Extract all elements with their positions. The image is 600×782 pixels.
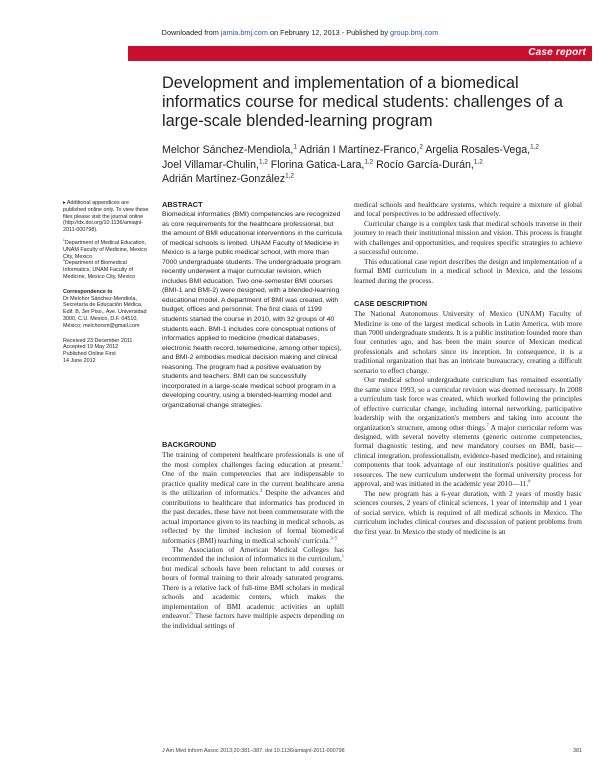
appendices-note: ▸ Additional appendices are published online only. To view these files please visit the journal online (http://dx.doi.org/10.1136/amiajnl-2011-000798).	[63, 200, 149, 234]
author: Florina Gatica-Lara,	[267, 158, 365, 171]
citation: J Am Med Inform Assoc 2013;20:381–387. doi:10.1136/amiajnl-2011-000798	[162, 748, 345, 754]
article-sidebar	[63, 200, 153, 365]
case-description-heading: CASE DESCRIPTION	[354, 299, 428, 309]
author: Melchor Sánchez-Mendiola,	[162, 144, 294, 156]
author: Adrián Martínez-González	[162, 173, 286, 185]
article-type: Case report	[528, 47, 586, 58]
received-date: Received 23 December 2011	[63, 337, 133, 344]
author-list: Melchor Sánchez-Mendiola,$^1$ Adrián I Martínez-Franco,$^2$ Argelia Rosales-Vega,$^{1,2}$ Joel Villamar-Chulin,$^{1,2}$ Florina Gatica-Lara,$^{1,2}$ Rocío García-Durán,$^{1,2}$ Adrián Martínez-González$^{1,2}$	[162, 143, 539, 185]
published-label: Published Online First	[63, 351, 116, 358]
correspondence-address: Dr Melchor Sánchez-Mendiola, Secretaría de Educación Médica, Edif. B, 3er Piso., Ave. Universidad 3000, C.U. Mexico, D.F. 04510, México; melchorsm@gmail.com	[63, 295, 147, 329]
accepted-date: Accepted 19 May 2012	[63, 344, 119, 351]
article-title: Development and implementation of a biomedical informatics course for medical students: challenges of a large-scale blended-learning program	[162, 74, 563, 130]
abstract-text: Biomedical informatics (BMI) competencies are recognized as core requirements for the healthcare professional, but the amount of BMI educational interventions in the curricula of medical schools is limited. UNAM Faculty of Medicine in Mexico is a large public medical school, with more than 7000 undergraduate students. The undergraduate program recently underwent a major curricular revision, which includes BMI education. Two one-semester BMI courses (BMI-1 and BMI-2) were designed, with a blended-learning educational model. A department of BMI was created, with budget, offices and personnel. The first class of 1199 students started the course in 2010, with 32 groups of 40 students each. BMI-1 includes core conceptual notions of informatics applied to medicine (medical databases, electronic health record, telemedicine, among other topics), and BMI-2 embodies medical decision making and clinical reasoning. The program had a positive evaluation by students and teachers. BMI can be successfully incorporated in a large-scale medical school program in a developing country, using a blended-learning model and organizational change strategies.	[162, 211, 342, 409]
abstract-heading: ABSTRACT	[162, 200, 203, 209]
correspondence-heading: Correspondence to	[63, 288, 113, 295]
author: Adrián I Martínez-Franco,	[296, 144, 420, 156]
body-paragraph: Curricular change is a complex task that medical schools traverse in their journey to reach their institutional mission and vision. This process is fraught with challenges and opportunities, and requires specific strategies to achieve a successful outcome.	[354, 218, 582, 257]
body-paragraph: This educational case report describes the design and implementation of a formal BMI curriculum in a medical school in Mexico, and the lessons learned during the process.	[354, 256, 582, 285]
published-date: 14 June 2012	[63, 357, 96, 364]
article-type-banner	[128, 46, 592, 61]
right-column	[354, 200, 582, 536]
case-paragraph: The new program has a 6-year duration, with 2 years of mostly basic sciences courses, 2 years of clinical sciences, 1 year of internship and 1 year of social service, which is required of all medical schools in Mexico. The curriculum includes clinical courses and discussion of patient problems from the first year. In Mexico the study of medicine is an	[354, 488, 582, 536]
publisher-link[interactable]: group.bmj.com	[390, 28, 439, 37]
author: Rocío García-Durán,	[373, 158, 474, 171]
background-paragraph: The Association of American Medical Colleges has recommended the inclusion of informatics in the curriculum,$^1$ but medical schools have been reluctant to add courses or hours of formal training to their already saturated programs. There is a relative lack of full-time BMI scholars in medical schools and academic centers, which makes the implementation of BMI academic activities an uphill endeavor.$^6$ These factors have multiple aspects depending on the individual settings of	[162, 545, 344, 630]
download-notice: Downloaded from jamia.bmj.com on February 12, 2013 - Published by group.bmj.com	[161, 28, 439, 37]
affiliation-2: $^2$Department of Biomedical Informatics, UNAM Faculty of Medicine, Mexico City, Mexico	[63, 258, 136, 280]
author: Joel Villamar-Chulin,	[162, 158, 259, 171]
left-column	[162, 200, 344, 630]
body-paragraph: medical schools and healthcare systems, which require a mixture of global and local perspectives to be addressed effectively.	[354, 200, 582, 219]
site-link[interactable]: jamia.bmj.com	[220, 28, 268, 37]
background-paragraph: The training of competent healthcare professionals is one of the most complex challenges facing education at present.$^1$ One of the main competencies that are indispensable to practice quality medical care in the current healthcare arena is the utilization of informatics.$^2$ Despite the advances and contributions to healthcare that informatics has produced in the past decades, these have not been commensurate with the actual importance given to its teaching in medical schools, as reflected by the limited inclusion of formal biomedical informatics (BMI) teaching in medical schools' curricula.$^{3-5}$	[162, 450, 345, 545]
background-heading: BACKGROUND	[162, 440, 217, 450]
author: Argelia Rosales-Vega,	[422, 144, 531, 156]
page-footer	[162, 748, 582, 754]
case-paragraph: The National Autonomous University of Mexico (UNAM) Faculty of Medicine is one of the largest medical schools in Latin America, with more than 7000 undergraduate students. It is a public institution founded more than four centuries ago, and has been the main source of Mexican medical professionals and scholars since its inception. In consequence, it is a traditional organization that has an intricate bureaucracy, creating a difficult scenario to effect change.	[354, 309, 582, 375]
case-paragraph: Our medical school undergraduate curriculum has remained essentially the same since 1993, so a curricular revision was deemed necessary. In 2008 a curriculum task force was created, which worked following the principles of effective curricular change, including internal networking, participative leadership with the organization's members and taking into account the organization's structure, among other things.$^7$ A major curricular reform was designed, with several novelty elements (generic outcome competencies, formal diagnostic testing, and new mandatory courses on BMI, basic—clinical integration, professionalism, evidence-based medicine), and retaining components that took advantage of our institution's positive qualities and resources. The new curriculum underwent the formal university process for approval, and was initiated in the academic year 2010—11.$^8$	[354, 375, 582, 489]
affiliation-1: $^1$Department of Medical Education, UNAM Faculty of Medicine, Mexico City, Mexico	[63, 238, 147, 260]
page-number: 381	[573, 748, 582, 754]
